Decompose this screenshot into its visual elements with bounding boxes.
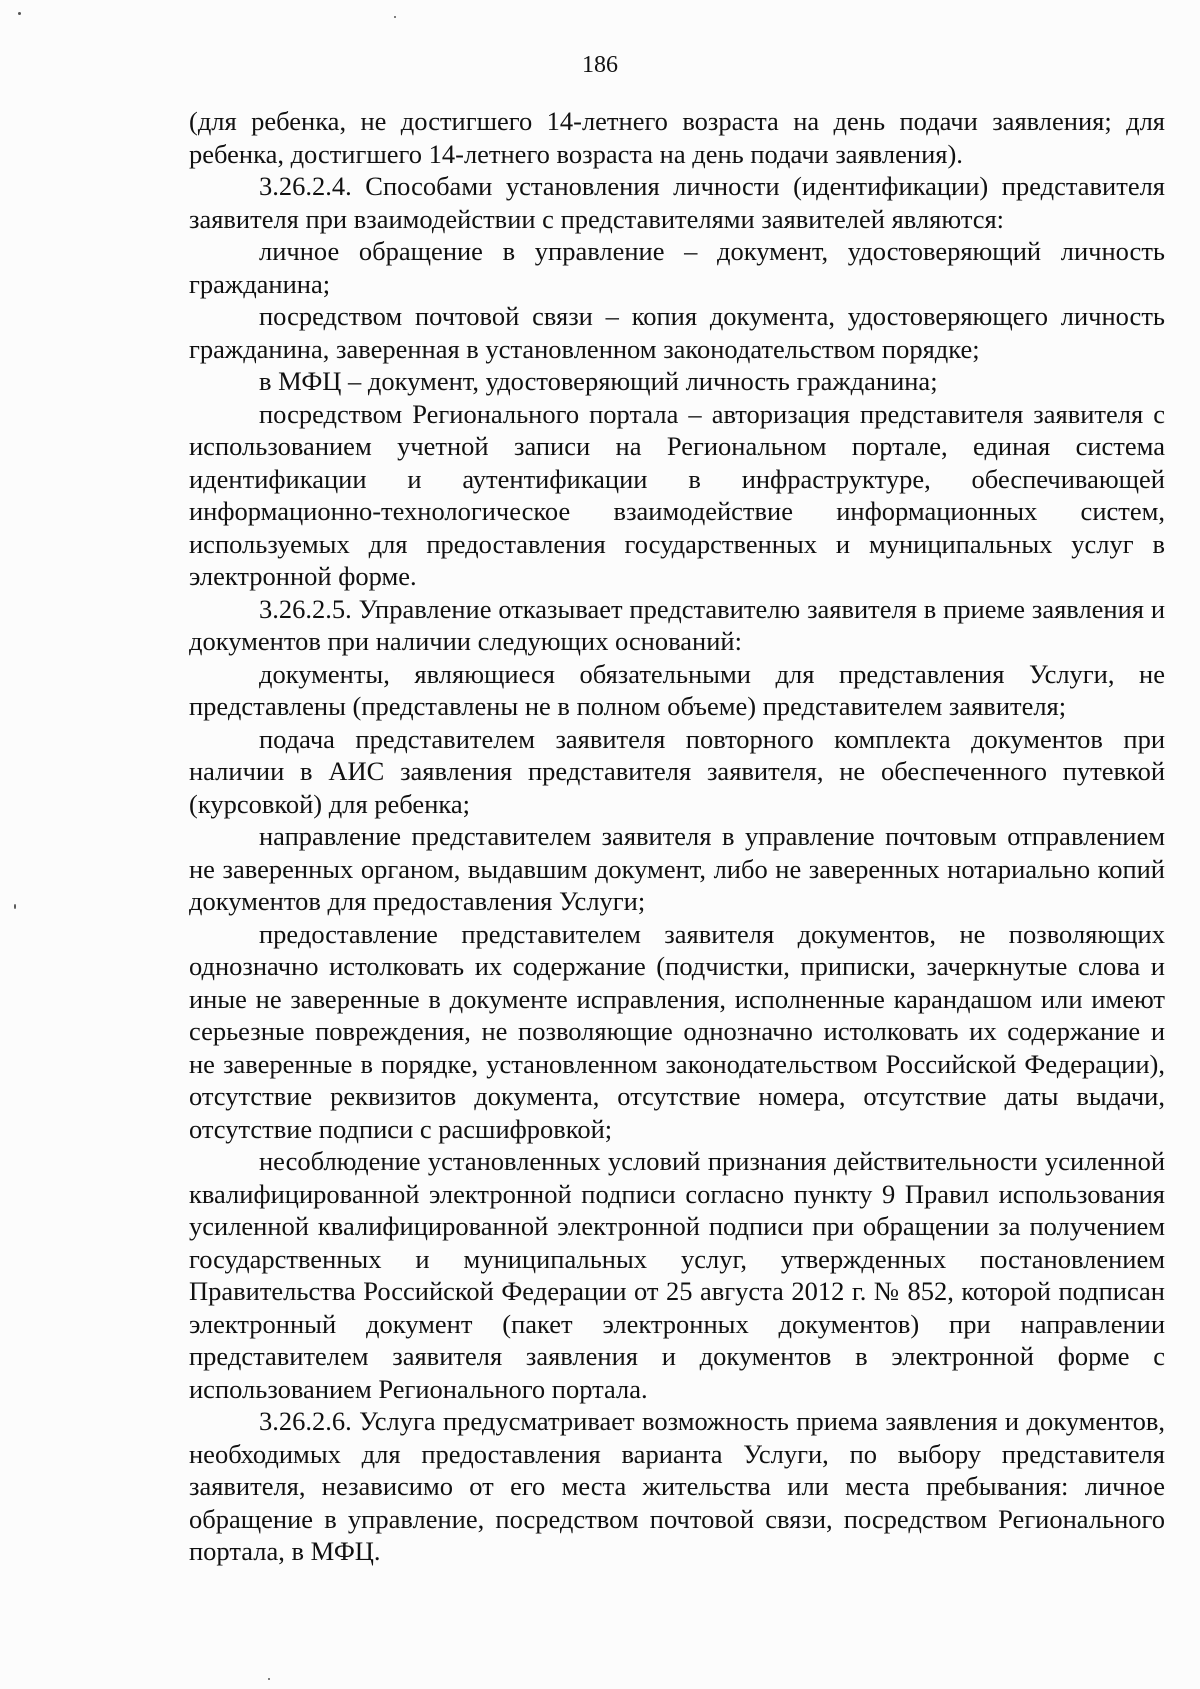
paragraph: (для ребенка, не достигшего 14-летнего возраста на день подачи заявления; для ребенка, достигшего 14-летнего возраста на день подачи заявления). <box>189 106 1165 169</box>
scan-speck <box>268 1678 270 1680</box>
paragraph: 3.26.2.6. Услуга предусматривает возможность приема заявления и документов, необходимых для предоставления варианта Услуги, по выбору представителя заявителя, независимо от его места жительства или места пребывания: личное обращение в управление, посредством почтовой связи, посредством Регионального портала, в МФЦ. <box>189 1406 1165 1566</box>
scan-speck <box>394 16 396 18</box>
page-number: 186 <box>582 52 618 78</box>
paragraph: направление представителем заявителя в управление почтовым отправлением не заверенных органом, выдавшим документ, либо не заверенных нотариально копий документов для предоставления Услуги; <box>189 821 1165 916</box>
paragraph: посредством Регионального портала – авторизация представителя заявителя с использованием учетной записи на Региональном портале, единая система идентификации и аутентификации в инфраструктуре, обеспечивающей информационно-технологическое взаимодействие информационных систем, используемых для предоставления государственных и муниципальных услуг в электронной форме. <box>189 398 1165 591</box>
scan-speck <box>18 12 21 15</box>
paragraph: в МФЦ – документ, удостоверяющий личность гражданина; <box>259 366 938 396</box>
paragraph: документы, являющиеся обязательными для представления Услуги, не представлены (представлены не в полном объеме) представителем заявителя; <box>189 658 1165 721</box>
paragraph: посредством почтовой связи – копия документа, удостоверяющего личность гражданина, заверенная в установленном законодательством порядке; <box>189 301 1165 364</box>
paragraph: предоставление представителем заявителя документов, не позволяющих однозначно истолковать их содержание (подчистки, приписки, зачеркнутые слова и иные не заверенные в документе исправления, исполненные карандашом или имеют серьезные повреждения, не позволяющие однозначно истолковать их содержание и не заверенные в порядке, установленном законодательством Российской Федерации), отсутствие реквизитов документа, отсутствие номера, отсутствие даты выдачи, отсутствие подписи с расшифровкой; <box>189 918 1165 1144</box>
paragraph: 3.26.2.5. Управление отказывает представителю заявителя в приеме заявления и документов при наличии следующих оснований: <box>189 593 1165 656</box>
document-body <box>189 105 1165 1568</box>
scan-speck <box>14 904 16 909</box>
paragraph: личное обращение в управление – документ, удостоверяющий личность гражданина; <box>189 236 1165 299</box>
paragraph: подача представителем заявителя повторного комплекта документов при наличии в АИС заявления представителя заявителя, не обеспеченного путевкой (курсовкой) для ребенка; <box>189 723 1165 819</box>
paragraph: несоблюдение установленных условий признания действительности усиленной квалифицированной электронной подписи согласно пункту 9 Правил использования усиленной квалифицированной электронной подписи при обращении за получением государственных и муниципальных услуг, утвержденных постановлением Правительства Российской Федерации от 25 августа 2012 г. № 852, которой подписан электронный документ (пакет электронных документов) при направлении представителем заявителя заявления и документов в электронной форме с использованием Регионального портала. <box>189 1146 1165 1404</box>
paragraph: 3.26.2.4. Способами установления личности (идентификации) представителя заявителя при взаимодействии с представителями заявителей являются: <box>189 171 1165 234</box>
